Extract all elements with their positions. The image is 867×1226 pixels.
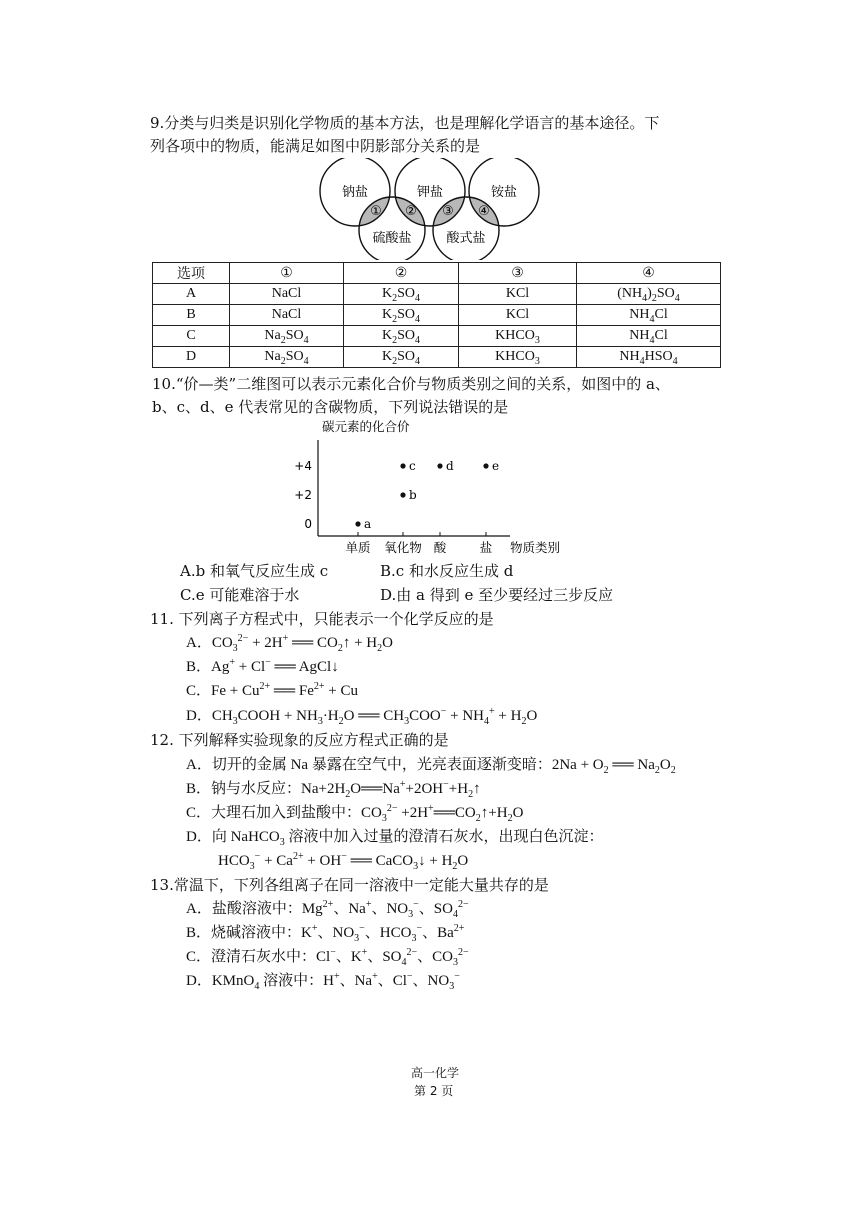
- table-cell: $KHCO_3$: [459, 347, 577, 368]
- q12-option-d-line2: $HCO_3^- + Ca^{2+} + OH^-$ ══ CaCO$_3$↓ + $H_2O$: [218, 851, 469, 872]
- q10-option-c: C.e 可能难溶于水: [180, 586, 300, 604]
- q13-option-a: A．盐酸溶液中：$Mg^{2+}$、Na+、$NO_3^-$、$SO_4^{2-}$: [186, 899, 469, 920]
- venn-region-1: ①: [370, 204, 382, 219]
- table-cell: $NH_4Cl$: [577, 305, 721, 326]
- table-cell: $NH_4HSO_4$: [577, 347, 721, 368]
- q9-options-table: [152, 262, 721, 368]
- q13-stem: 13.常温下，下列各组离子在同一溶液中一定能大量共存的是: [150, 876, 549, 894]
- chart-point-c: [400, 463, 405, 468]
- q10-option-a: A.b 和氧气反应生成 c: [180, 562, 329, 580]
- table-header-cell: 选项: [153, 263, 230, 284]
- table-row: [153, 326, 721, 347]
- table-cell: D: [153, 347, 230, 368]
- venn-region-3: ③: [442, 204, 454, 219]
- q10-stem-line2: b、c、d、e 代表常见的含碳物质，下列说法错误的是: [152, 398, 509, 416]
- table-cell: $Na_2SO_4$: [230, 347, 344, 368]
- venn-label-potassium-salt: 钾盐: [416, 185, 444, 200]
- q10-stem-line1: 10.“价—类”二维图可以表示元素化合价与物质类别之间的关系，如图中的 a、: [152, 375, 670, 393]
- chart-ylabel: 碳元素的化合价: [322, 419, 410, 434]
- venn-label-sodium-salt: 钠盐: [341, 185, 369, 200]
- valence-class-chart: [290, 418, 580, 558]
- footer-page-number: 第 2 页: [414, 1084, 454, 1098]
- table-header-cell: ③: [459, 263, 577, 284]
- venn-label-sulfate: 硫酸盐: [372, 231, 412, 246]
- table-cell: $K_2SO_4$: [344, 305, 459, 326]
- q9-stem-line2: 列各项中的物质，能满足如图中阴影部分关系的是: [150, 137, 481, 155]
- table-cell: $K_2SO_4$: [344, 284, 459, 305]
- q11-option-d: D．$CH_3COOH + NH_3\cdot H_2O$ ══ $CH_3COO^- + NH_4^+ + H_2O$: [186, 706, 538, 727]
- table-cell: KCl: [459, 284, 577, 305]
- table-row: [153, 305, 721, 326]
- table-row: [153, 284, 721, 305]
- table-cell: NaCl: [230, 305, 344, 326]
- q12-option-d-line1: D．向 NaHCO$_3$ 溶液中加入过量的澄清石灰水，出现白色沉淀：: [186, 829, 604, 848]
- table-cell: B: [153, 305, 230, 326]
- chart-point-a: [355, 521, 360, 526]
- table-cell: NaCl: [230, 284, 344, 305]
- q10-option-d: D.由 a 得到 e 至少要经过三步反应: [380, 586, 614, 604]
- chart-point-label: d: [446, 459, 454, 473]
- chart-point-label: b: [409, 488, 417, 502]
- q12-stem: 12. 下列解释实验现象的反应方程式正确的是: [150, 731, 449, 749]
- venn-region-4: ④: [478, 204, 490, 219]
- q12-option-b: B．钠与水反应：$Na+2H_2O══Na^++2OH^-+H_2↑$: [186, 779, 481, 800]
- q13-option-b: B．烧碱溶液中：K+、$NO_3^-$、$HCO_3^-$、$Ba^{2+}$: [186, 923, 465, 944]
- venn-region-2: ②: [405, 204, 417, 219]
- footer-subject: 高一化学: [411, 1066, 460, 1080]
- chart-point-label: c: [409, 459, 416, 473]
- chart-x-tick-label: 单质: [345, 540, 371, 555]
- chart-point-label: a: [364, 517, 372, 531]
- chart-point-label: e: [492, 459, 500, 473]
- q11-stem: 11. 下列离子方程式中，只能表示一个化学反应的是: [150, 610, 494, 628]
- table-header-cell: ①: [230, 263, 344, 284]
- chart-y-tick-label: +4: [294, 459, 312, 473]
- table-cell: $NH_4Cl$: [577, 326, 721, 347]
- venn-diagram: [318, 158, 548, 260]
- chart-x-tick-label: 酸: [433, 540, 447, 555]
- q11-option-a: A．$CO_3^{2-} + 2H^+$ ══ $CO_2↑ + H_2O$: [186, 633, 393, 654]
- table-cell: $K_2SO_4$: [344, 347, 459, 368]
- q12-option-a: A．切开的金属 Na 暴露在空气中，光亮表面逐渐变暗：$2Na + O_2$ ══ $Na_2O_2$: [186, 757, 676, 776]
- table-cell: KCl: [459, 305, 577, 326]
- chart-y-tick-label: +2: [294, 488, 312, 502]
- q13-option-c: C．澄清石灰水中：Cl−、K+、$SO_4^{2-}$、$CO_3^{2-}$: [186, 947, 469, 968]
- chart-xlabel: 物质类别: [510, 540, 561, 555]
- table-cell: $Na_2SO_4$: [230, 326, 344, 347]
- chart-x-tick-label: 氧化物: [384, 540, 422, 555]
- q9-stem-line1: 9.分类与归类是识别化学物质的基本方法，也是理解化学语言的基本途径。下: [150, 114, 660, 132]
- q11-option-c: C．$Fe + Cu^{2+}$ ══ $Fe^{2+} + Cu$: [186, 681, 358, 699]
- table-header-cell: ②: [344, 263, 459, 284]
- table-cell: $K_2SO_4$: [344, 326, 459, 347]
- q10-option-b: B.c 和水反应生成 d: [380, 562, 514, 580]
- table-cell: $KHCO_3$: [459, 326, 577, 347]
- table-row: [153, 347, 721, 368]
- table-header-cell: ④: [577, 263, 721, 284]
- table-cell: A: [153, 284, 230, 305]
- table-cell: $(NH_4)_2SO_4$: [577, 284, 721, 305]
- chart-y-tick-label: 0: [304, 517, 312, 531]
- table-cell: C: [153, 326, 230, 347]
- venn-label-acid-salt: 酸式盐: [446, 231, 486, 246]
- chart-point-d: [437, 463, 442, 468]
- q11-option-b: B．Ag+ + Cl− ══ AgCl↓: [186, 657, 339, 675]
- q13-option-d: D．KMnO$_4$ 溶液中：H+、Na+、Cl−、$NO_3^-$: [186, 971, 460, 992]
- venn-label-ammonium-salt: 铵盐: [490, 185, 518, 200]
- chart-x-tick-label: 盐: [479, 540, 493, 555]
- chart-point-b: [400, 492, 405, 497]
- table-header-row: [153, 263, 721, 284]
- chart-point-e: [483, 463, 488, 468]
- q12-option-c: C．大理石加入到盐酸中：$CO_3^{2-}$ $+2H^+══CO_2↑+H_2O$: [186, 803, 524, 824]
